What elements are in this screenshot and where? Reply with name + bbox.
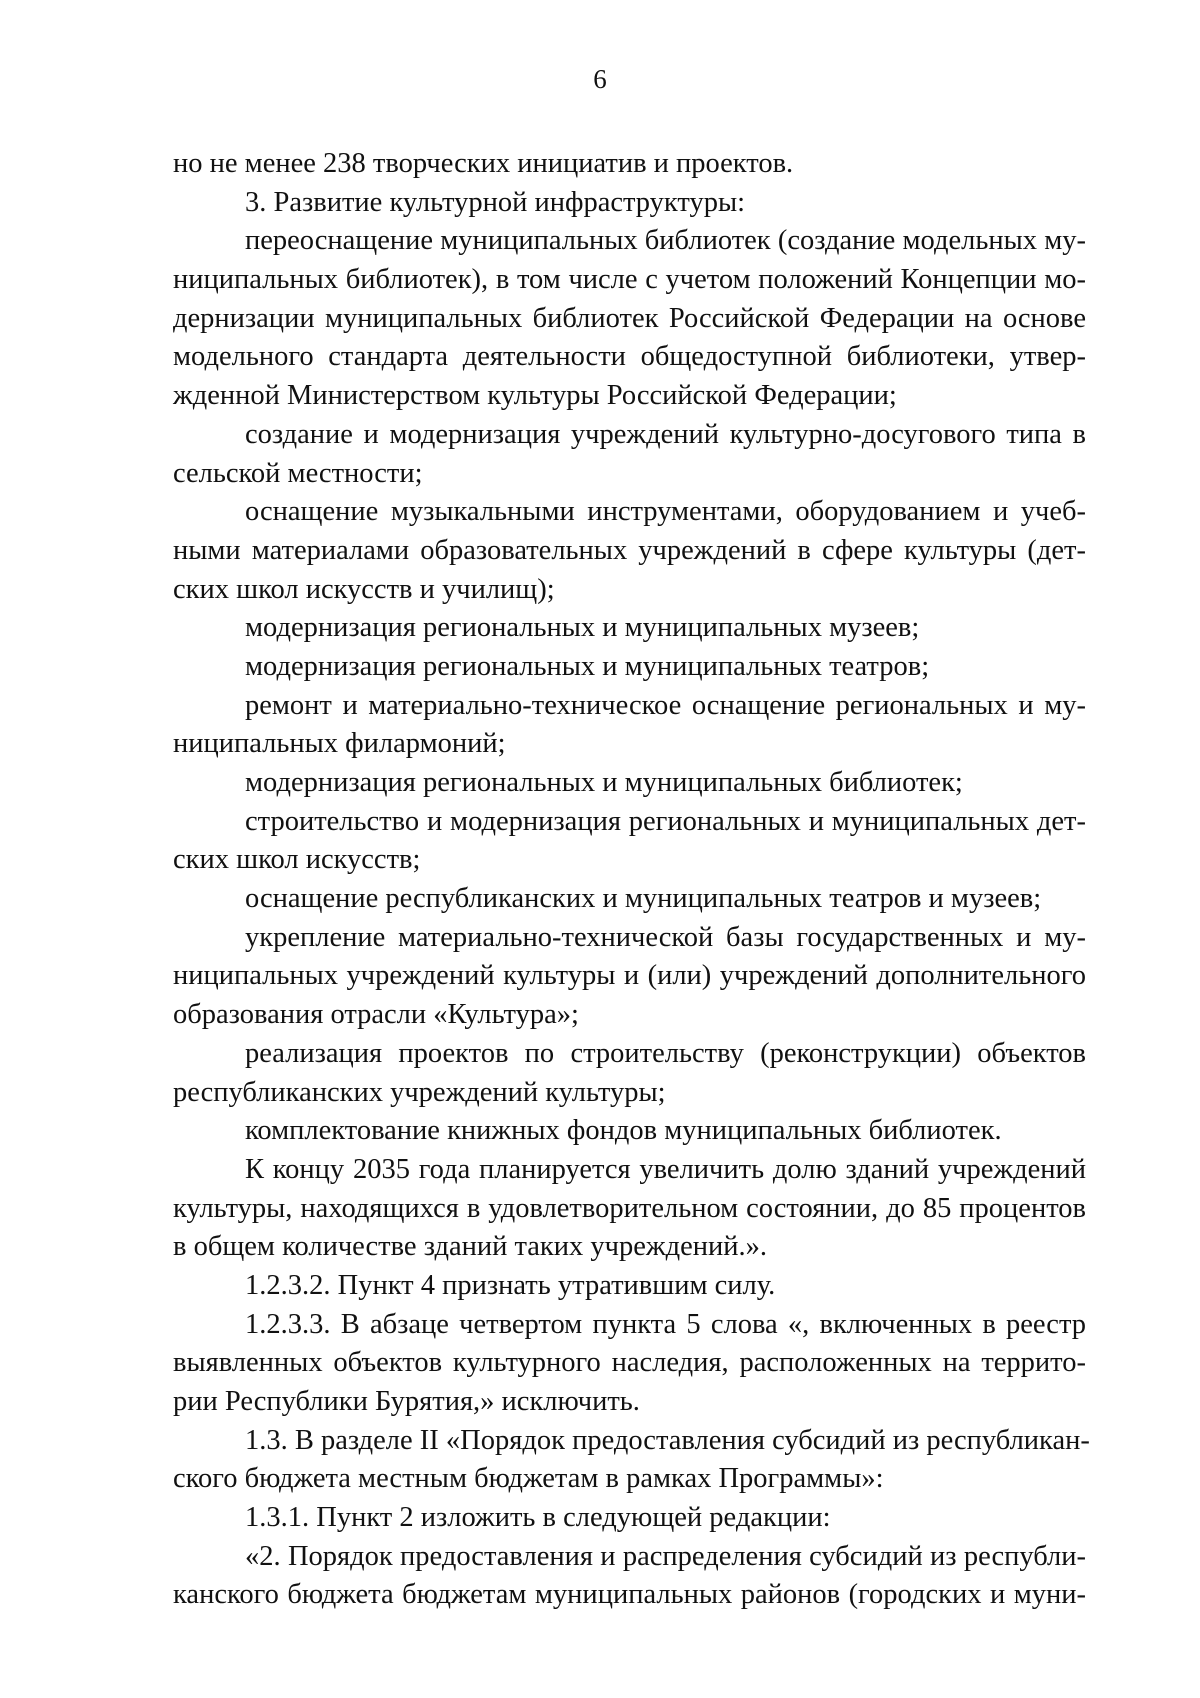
text-line: реализация проектов по строительству (реконструкции) объектов xyxy=(245,1037,1086,1069)
text-line: в общем количестве зданий таких учреждений.». xyxy=(173,1231,767,1263)
text-line: 1.3. В разделе II «Порядок предоставления субсидий из республикан- xyxy=(245,1424,1090,1456)
text-line: создание и модернизация учреждений культурно-досугового типа в xyxy=(245,418,1086,450)
text-line: 1.2.3.3. В абзаце четвертом пункта 5 слова «, включенных в реестр xyxy=(245,1308,1086,1340)
text-line: образования отрасли «Культура»; xyxy=(173,999,579,1031)
text-line: оснащение республиканских и муниципальных театров и музеев; xyxy=(245,883,1042,915)
document-body xyxy=(173,145,1090,1615)
text-line: ского бюджета местным бюджетам в рамках Программы»: xyxy=(173,1463,884,1495)
text-line: ными материалами образовательных учреждений в сфере культуры (дет- xyxy=(173,534,1086,566)
text-line: 3. Развитие культурной инфраструктуры: xyxy=(245,186,746,218)
text-line: ниципальных филармоний; xyxy=(173,728,506,760)
text-line: модельного стандарта деятельности общедоступной библиотеки, утвер- xyxy=(173,341,1086,373)
text-line: ниципальных библиотек), в том числе с учетом положений Концепции мо- xyxy=(173,264,1086,296)
text-line: ниципальных учреждений культуры и (или) учреждений дополнительного xyxy=(173,960,1086,992)
text-line: ремонт и материально-техническое оснащение региональных и му- xyxy=(245,689,1086,721)
text-line: «2. Порядок предоставления и распределения субсидий из республи- xyxy=(245,1540,1086,1572)
text-line: модернизация региональных и муниципальных театров; xyxy=(245,650,930,682)
text-line: 1.2.3.2. Пункт 4 признать утратившим силу. xyxy=(245,1269,776,1301)
text-line: ских школ искусств и училищ); xyxy=(173,573,555,605)
text-line: дернизации муниципальных библиотек Российской Федерации на основе xyxy=(173,302,1086,334)
text-line: модернизация региональных и муниципальных библиотек; xyxy=(245,767,963,798)
text-line: ских школ искусств; xyxy=(173,844,421,876)
text-line: выявленных объектов культурного наследия, расположенных на террито- xyxy=(173,1347,1086,1379)
text-line: жденной Министерством культуры Российской Федерации; xyxy=(173,380,897,412)
text-line: но не менее 238 творческих инициатив и проектов. xyxy=(173,148,794,179)
text-line: строительство и модернизация региональных и муниципальных дет- xyxy=(245,805,1086,837)
text-line: комплектование книжных фондов муниципальных библиотек. xyxy=(245,1115,1002,1147)
text-line: 1.3.1. Пункт 2 изложить в следующей редакции: xyxy=(245,1502,831,1534)
text-line: культуры, находящихся в удовлетворительном состоянии, до 85 процентов xyxy=(173,1192,1086,1224)
text-line: оснащение музыкальными инструментами, оборудованием и учеб- xyxy=(245,496,1086,528)
text-line: К концу 2035 года планируется увеличить долю зданий учреждений xyxy=(245,1153,1086,1185)
text-line: модернизация региональных и муниципальных музеев; xyxy=(245,612,920,644)
text-line: укрепление материально-технической базы государственных и му- xyxy=(245,921,1086,953)
text-line: канского бюджета бюджетам муниципальных районов (городских и муни- xyxy=(173,1579,1086,1611)
text-line: сельской местности; xyxy=(173,457,423,489)
text-line: рии Республики Бурятия,» исключить. xyxy=(173,1386,640,1417)
text-line: переоснащение муниципальных библиотек (создание модельных му- xyxy=(245,225,1086,257)
text-line: республиканских учреждений культуры; xyxy=(173,1076,666,1108)
page-number: 6 xyxy=(593,64,607,94)
